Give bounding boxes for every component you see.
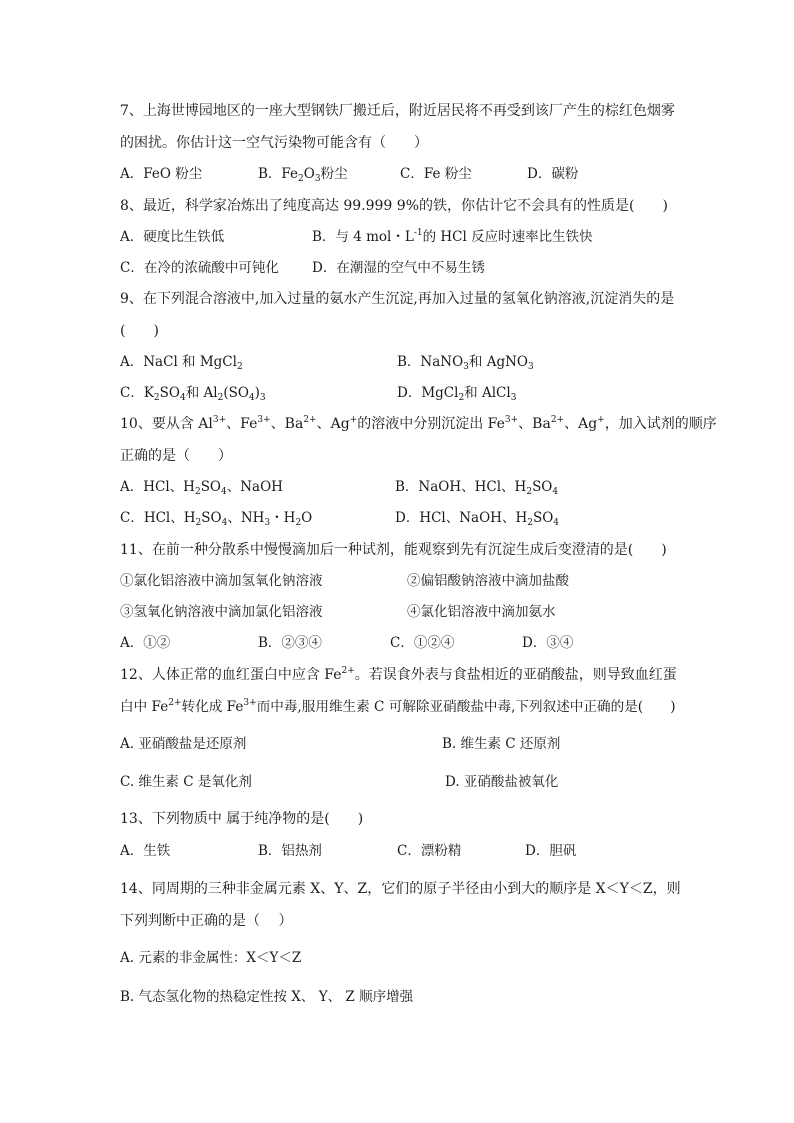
q12-stem-line2: 白中 $Fe^{2+}$转化成 $Fe^{3+}$而中毒,服用维生素 C 可解除亚硝酸盐中毒,下列叙述中正确的是( ) xyxy=(120,698,676,715)
q13-option-c: C．漂粉精 xyxy=(397,843,462,859)
q9-stem-line2: ( ) xyxy=(120,323,159,339)
q11-option-a: A．①② xyxy=(120,635,171,651)
q7-stem-line1: 7、上海世博园地区的一座大型钢铁厂搬迁后，附近居民将不再受到该厂产生的棕红色烟雾 xyxy=(120,103,675,119)
q12-option-d: D. 亚硝酸盐被氧化 xyxy=(445,774,559,790)
q8-stem: 8、最近，科学家冶炼出了纯度高达 99.999 9%的铁，你估计它不会具有的性质是( ) xyxy=(120,198,668,214)
q7-option-c: C．Fe 粉尘 xyxy=(400,166,472,182)
q11-option-c: C．①②④ xyxy=(390,635,455,651)
q10-option-c: C．HCl、$H_2SO_4$、$NH_3$・$H_2O$ xyxy=(120,510,313,528)
q13-stem: 13、下列物质中 属于纯净物的是( ) xyxy=(120,811,364,827)
q14-stem-line1: 14、同周期的三种非金属元素 X、Y、Z，它们的原子半径由小到大的顺序是 X＜Y＜Z，则 xyxy=(120,881,681,897)
q12-stem-line1: 12、人体正常的血红蛋白中应含 $Fe^{2+}$。若误食外表与食盐相近的亚硝酸盐，则导致血红蛋 xyxy=(120,666,677,683)
q13-option-a: A．生铁 xyxy=(120,843,171,859)
q9-option-b: B．NaNO$_3$和 AgNO$_3$ xyxy=(397,354,534,372)
q12-option-c: C. 维生素 C 是氧化剂 xyxy=(120,774,252,790)
q14-option-b: B. 气态氢化物的热稳定性按 X、 Y、 Z 顺序增强 xyxy=(120,989,414,1005)
q12-option-a: A. 亚硝酸盐是还原剂 xyxy=(120,736,247,752)
q11-stem: 11、在前一种分散系中慢慢滴加后一种试剂，能观察到先有沉淀生成后变澄清的是( ) xyxy=(120,542,667,558)
q8-option-d: D．在潮湿的空气中不易生锈 xyxy=(312,260,485,276)
q10-stem-line1: 10、要从含 $Al^{3+}$、$Fe^{3+}$、$Ba^{2+}$、Ag+的溶液中分别沉淀出 $Fe^{3+}$、$Ba^{2+}$、Ag+，加入试剂的顺序 xyxy=(120,415,717,432)
q8-option-b: B．与 4 mol・$L^{-1}$的 HCl 反应时速率比生铁快 xyxy=(312,228,593,245)
q9-option-a: A．NaCl 和 MgCl$_2$ xyxy=(120,354,243,372)
q14-option-a: A. 元素的非金属性：X＜Y＜Z xyxy=(120,950,302,966)
q10-option-a: A．HCl、$H_2SO_4$、NaOH xyxy=(120,479,283,497)
q12-option-b: B. 维生素 C 还原剂 xyxy=(442,736,561,752)
q11-option-d: D．③④ xyxy=(522,635,574,651)
q14-stem-line2: 下列判断中正确的是（ ） xyxy=(120,913,293,929)
q9-option-d: D．MgCl$_2$和 AlCl$_3$ xyxy=(397,385,517,403)
q11-item-2: ②偏铝酸钠溶液中滴加盐酸 xyxy=(407,573,569,589)
q10-option-b: B．NaOH、HCl、$H_2SO_4$ xyxy=(395,479,559,497)
q7-stem-line2: 的困扰。你估计这一空气污染物可能含有（ ） xyxy=(120,135,428,151)
q7-option-b: B．$Fe_2O_3$粉尘 xyxy=(258,166,348,184)
q11-item-3: ③氢氧化钠溶液中滴加氯化铝溶液 xyxy=(120,604,323,620)
q10-option-d: D．HCl、NaOH、$H_2SO_4$ xyxy=(395,510,560,528)
q7-option-d: D．碳粉 xyxy=(527,166,579,182)
q9-stem-line1: 9、在下列混合溶液中,加入过量的氨水产生沉淀,再加入过量的氢氧化钠溶液,沉淀消失的是 xyxy=(120,291,675,307)
q8-option-a: A．硬度比生铁低 xyxy=(120,229,225,245)
q11-option-b: B．②③④ xyxy=(258,635,322,651)
q11-item-4: ④氯化铝溶液中滴加氨水 xyxy=(407,604,556,620)
q10-stem-line2: 正确的是（ ） xyxy=(120,448,232,464)
q7-option-a: A．FeO 粉尘 xyxy=(120,166,203,182)
q8-option-c: C．在冷的浓硫酸中可钝化 xyxy=(120,260,279,276)
q11-item-1: ①氯化铝溶液中滴加氢氧化钠溶液 xyxy=(120,573,323,589)
q13-option-b: B．铝热剂 xyxy=(258,843,322,859)
q9-option-c: C．$K_2SO_4$和 $Al_2(SO_4)_3$ xyxy=(120,385,266,403)
q13-option-d: D．胆矾 xyxy=(525,843,577,859)
